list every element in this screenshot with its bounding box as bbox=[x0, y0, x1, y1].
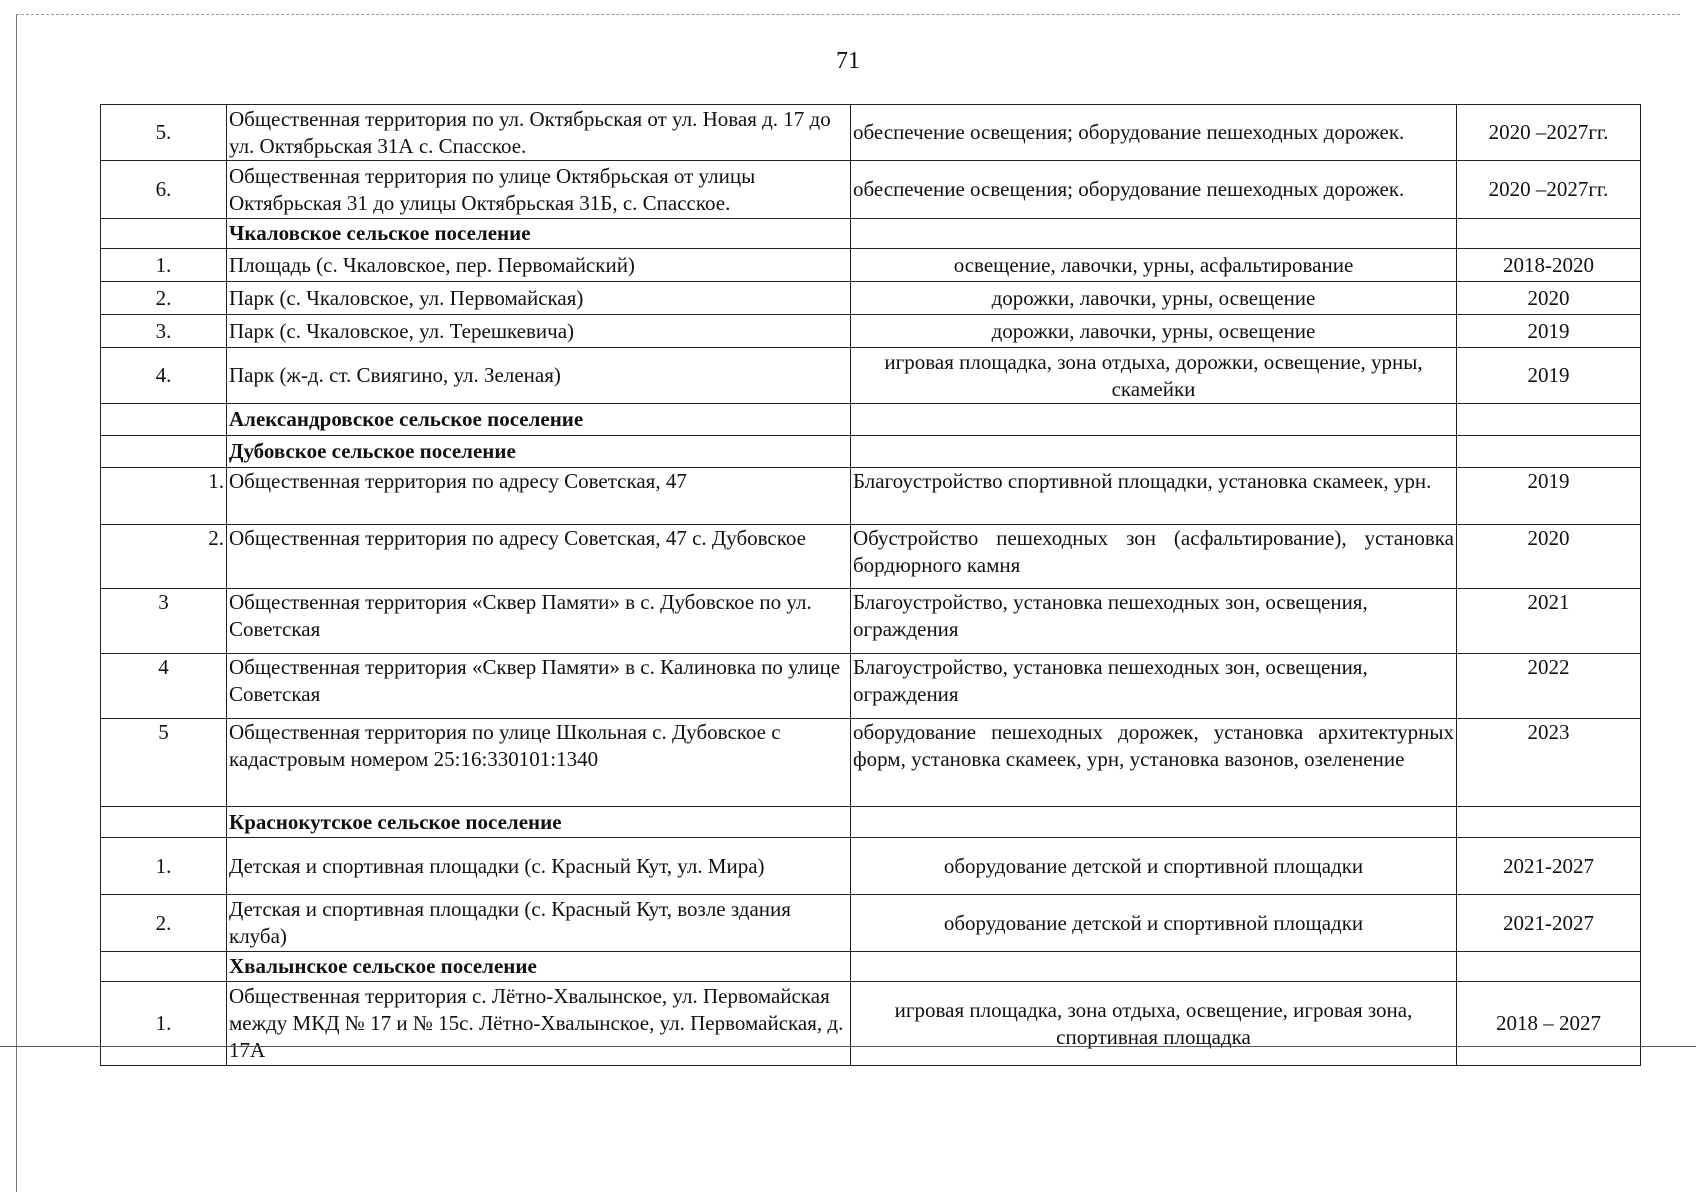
work-cell: игровая площадка, зона отдыха, дорожки, освещение, урны, скамейки bbox=[851, 348, 1457, 404]
work-cell: Благоустройство, установка пешеходных зон, освещения, ограждения bbox=[851, 589, 1457, 654]
row-number: 1. bbox=[101, 982, 227, 1066]
table-row bbox=[101, 525, 1641, 589]
work-cell: оборудование детской и спортивной площадки bbox=[851, 895, 1457, 952]
section-title: Краснокутское сельское поселение bbox=[227, 807, 851, 838]
row-number: 6. bbox=[101, 161, 227, 219]
table-row bbox=[101, 282, 1641, 315]
work-cell: дорожки, лавочки, урны, освещение bbox=[851, 282, 1457, 315]
year-cell bbox=[1457, 219, 1641, 249]
territories-table bbox=[100, 104, 1641, 1066]
table-row bbox=[101, 719, 1641, 807]
work-cell: игровая площадка, зона отдыха, освещение, игровая зона, спортивная площадка bbox=[851, 982, 1457, 1066]
row-number: 3. bbox=[101, 315, 227, 348]
row-number: 5 bbox=[101, 719, 227, 807]
year-cell: 2019 bbox=[1457, 315, 1641, 348]
work-cell: Обустройство пешеходных зон (асфальтирование), установка бордюрного камня bbox=[851, 525, 1457, 589]
work-cell: Благоустройство спортивной площадки, установка скамеек, урн. bbox=[851, 468, 1457, 525]
year-cell: 2021-2027 bbox=[1457, 895, 1641, 952]
year-cell: 2020 bbox=[1457, 282, 1641, 315]
year-cell bbox=[1457, 952, 1641, 982]
year-cell bbox=[1457, 436, 1641, 468]
table-row bbox=[101, 348, 1641, 404]
year-cell: 2019 bbox=[1457, 348, 1641, 404]
work-cell bbox=[851, 436, 1457, 468]
section-title: Хвалынское сельское поселение bbox=[227, 952, 851, 982]
section-row bbox=[101, 807, 1641, 838]
year-cell: 2018 – 2027 bbox=[1457, 982, 1641, 1066]
work-cell bbox=[851, 807, 1457, 838]
section-row bbox=[101, 436, 1641, 468]
year-cell: 2020 –2027гг. bbox=[1457, 105, 1641, 161]
object-cell: Парк (с. Чкаловское, ул. Первомайская) bbox=[227, 282, 851, 315]
object-cell: Общественная территория «Сквер Памяти» в с. Калиновка по улице Советская bbox=[227, 654, 851, 719]
work-cell bbox=[851, 952, 1457, 982]
row-number bbox=[101, 807, 227, 838]
row-number bbox=[101, 219, 227, 249]
work-cell: Благоустройство, установка пешеходных зон, освещения, ограждения bbox=[851, 654, 1457, 719]
row-number: 3 bbox=[101, 589, 227, 654]
object-cell: Общественная территория по адресу Советская, 47 bbox=[227, 468, 851, 525]
year-cell: 2020 –2027гг. bbox=[1457, 161, 1641, 219]
row-number: 5. bbox=[101, 105, 227, 161]
row-number bbox=[101, 404, 227, 436]
section-title: Чкаловское сельское поселение bbox=[227, 219, 851, 249]
table-row bbox=[101, 982, 1641, 1066]
table-row bbox=[101, 105, 1641, 161]
year-cell: 2023 bbox=[1457, 719, 1641, 807]
row-number: 2. bbox=[101, 895, 227, 952]
year-cell: 2021 bbox=[1457, 589, 1641, 654]
table-row bbox=[101, 161, 1641, 219]
row-number bbox=[101, 436, 227, 468]
object-cell: Общественная территория по улице Школьная с. Дубовское с кадастровым номером 25:16:330101:1340 bbox=[227, 719, 851, 807]
section-title: Дубовское сельское поселение bbox=[227, 436, 851, 468]
section-row bbox=[101, 219, 1641, 249]
row-number: 1. bbox=[101, 468, 227, 525]
object-cell: Парк (ж-д. ст. Свиягино, ул. Зеленая) bbox=[227, 348, 851, 404]
table-row bbox=[101, 589, 1641, 654]
work-cell: освещение, лавочки, урны, асфальтирование bbox=[851, 249, 1457, 282]
table-row bbox=[101, 315, 1641, 348]
object-cell: Площадь (с. Чкаловское, пер. Первомайский) bbox=[227, 249, 851, 282]
table-row bbox=[101, 249, 1641, 282]
work-cell: дорожки, лавочки, урны, освещение bbox=[851, 315, 1457, 348]
row-number: 1. bbox=[101, 838, 227, 895]
section-row bbox=[101, 404, 1641, 436]
object-cell: Общественная территория по ул. Октябрьская от ул. Новая д. 17 до ул. Октябрьская 31А с. Спасское. bbox=[227, 105, 851, 161]
object-cell: Общественная территория по улице Октябрьская от улицы Октябрьская 31 до улицы Октябрьская 31Б, с. Спасское. bbox=[227, 161, 851, 219]
object-cell: Общественная территория по адресу Советская, 47 с. Дубовское bbox=[227, 525, 851, 589]
object-cell: Парк (с. Чкаловское, ул. Терешкевича) bbox=[227, 315, 851, 348]
work-cell: обеспечение освещения; оборудование пешеходных дорожек. bbox=[851, 105, 1457, 161]
row-number: 4. bbox=[101, 348, 227, 404]
year-cell bbox=[1457, 404, 1641, 436]
year-cell: 2018-2020 bbox=[1457, 249, 1641, 282]
scan-crop-line bbox=[0, 1046, 1696, 1047]
table-row bbox=[101, 654, 1641, 719]
object-cell: Общественная территория с. Лётно-Хвалынское, ул. Первомайская между МКД № 17 и № 15с. Лётно-Хвалынское, ул. Первомайская, д. 17А bbox=[227, 982, 851, 1066]
section-row bbox=[101, 952, 1641, 982]
work-cell bbox=[851, 219, 1457, 249]
row-number bbox=[101, 952, 227, 982]
row-number: 2. bbox=[101, 282, 227, 315]
row-number: 4 bbox=[101, 654, 227, 719]
row-number: 1. bbox=[101, 249, 227, 282]
page-number: 71 bbox=[836, 48, 860, 74]
year-cell: 2022 bbox=[1457, 654, 1641, 719]
object-cell: Детская и спортивная площадки (с. Красный Кут, возле здания клуба) bbox=[227, 895, 851, 952]
row-number: 2. bbox=[101, 525, 227, 589]
work-cell bbox=[851, 404, 1457, 436]
year-cell: 2020 bbox=[1457, 525, 1641, 589]
object-cell: Общественная территория «Сквер Памяти» в с. Дубовское по ул. Советская bbox=[227, 589, 851, 654]
work-cell: обеспечение освещения; оборудование пешеходных дорожек. bbox=[851, 161, 1457, 219]
table-row bbox=[101, 468, 1641, 525]
year-cell: 2021-2027 bbox=[1457, 838, 1641, 895]
work-cell: оборудование пешеходных дорожек, установка архитектурных форм, установка скамеек, урн, установка вазонов, озеленение bbox=[851, 719, 1457, 807]
table-row bbox=[101, 895, 1641, 952]
year-cell: 2019 bbox=[1457, 468, 1641, 525]
object-cell: Детская и спортивная площадки (с. Красный Кут, ул. Мира) bbox=[227, 838, 851, 895]
table-row bbox=[101, 838, 1641, 895]
section-title: Александровское сельское поселение bbox=[227, 404, 851, 436]
year-cell bbox=[1457, 807, 1641, 838]
work-cell: оборудование детской и спортивной площадки bbox=[851, 838, 1457, 895]
